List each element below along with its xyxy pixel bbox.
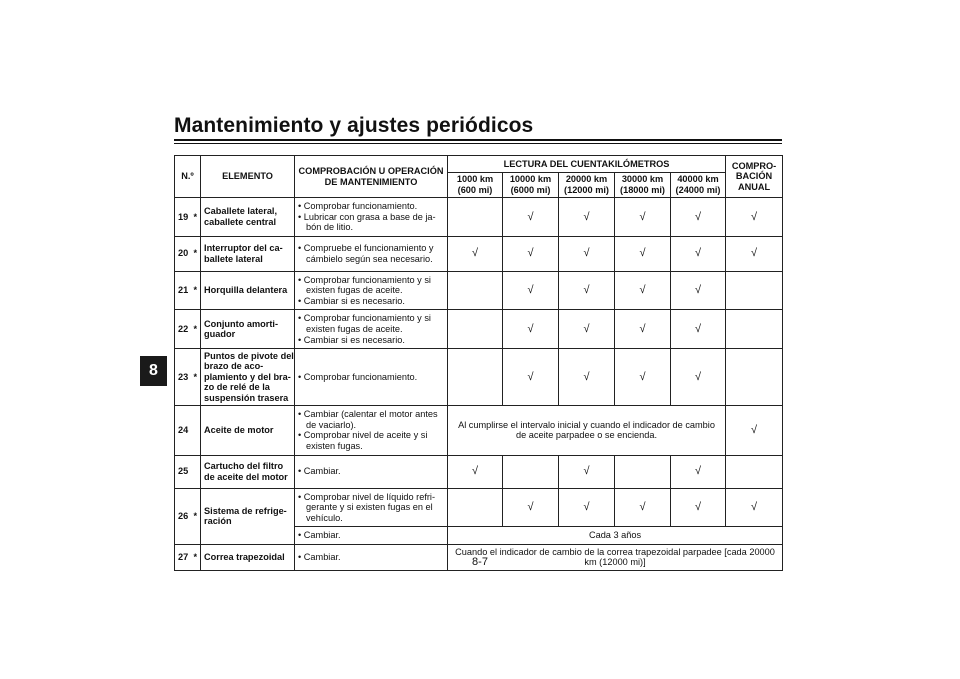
row-star: * (191, 349, 201, 406)
table-row (175, 488, 783, 527)
odo-mi: (18000 mi) (620, 185, 665, 195)
row-item: Caballete lateral, caballete central (201, 198, 295, 237)
table-row (175, 236, 783, 271)
row-operations (295, 488, 448, 527)
empty-cell (503, 455, 559, 488)
check-mark: √ (503, 310, 559, 349)
operation-text: • Cambiar. (298, 530, 445, 541)
page-title: Mantenimiento y ajustes periódicos (174, 114, 534, 137)
row-operations (295, 349, 448, 406)
odo-km: 10000 km (509, 174, 552, 185)
title-rule-thin (174, 143, 782, 144)
row-star: * (191, 271, 201, 310)
operation-text: • Comprobar nivel de líquido refri-gerante y si existen fugas en el vehículo. (298, 492, 445, 524)
operation-text: • Comprobar funcionamiento y si existen fugas de aceite. (298, 313, 445, 334)
empty-cell (448, 488, 503, 527)
row-number: 24 (175, 406, 191, 455)
check-mark: √ (503, 488, 559, 527)
check-mark: √ (559, 198, 615, 237)
row-star: * (191, 544, 201, 570)
operation-text: • Comprobar funcionamiento y si existen fugas de aceite. (298, 275, 445, 296)
row-number: 21 (175, 271, 191, 310)
check-mark: √ (726, 406, 783, 455)
header-odo-col (559, 173, 615, 198)
row-item: Conjunto amorti-guador (201, 310, 295, 349)
row-number: 25 (175, 455, 191, 488)
empty-cell (448, 349, 503, 406)
header-annual: COMPRO-BACIÓN ANUAL (726, 156, 783, 198)
check-mark: √ (671, 198, 726, 237)
row-star: * (191, 488, 201, 544)
header-odo-col (448, 173, 503, 198)
page-number: 8-7 (472, 556, 488, 568)
row-operations (295, 236, 448, 271)
check-mark: √ (671, 236, 726, 271)
check-mark: √ (615, 488, 671, 527)
operation-text: • Comprobar funcionamiento. (298, 201, 445, 212)
row-star: * (191, 236, 201, 271)
interval-note: Al cumplirse el intervalo inicial y cuando el indicador de cambio de aceite parpadee o se encienda. (448, 406, 726, 455)
header-num: N.º (175, 156, 201, 198)
row-star (191, 455, 201, 488)
check-mark: √ (671, 455, 726, 488)
table-row (175, 310, 783, 349)
check-mark: √ (559, 310, 615, 349)
header-item: ELEMENTO (201, 156, 295, 198)
empty-cell (726, 349, 783, 406)
check-mark: √ (503, 271, 559, 310)
header-odo-col (615, 173, 671, 198)
row-operations (295, 455, 448, 488)
table-row (175, 198, 783, 237)
odo-km: 20000 km (565, 174, 608, 185)
operation-text: • Compruebe el funcionamiento y cámbielo según sea necesario. (298, 243, 445, 264)
empty-cell (448, 271, 503, 310)
row-operations (295, 406, 448, 455)
operation-text: • Cambiar. (298, 466, 445, 477)
row-item: Horquilla delantera (201, 271, 295, 310)
row-item: Cartucho del filtro de aceite del motor (201, 455, 295, 488)
check-mark: √ (503, 198, 559, 237)
row-item: Aceite de motor (201, 406, 295, 455)
check-mark: √ (671, 310, 726, 349)
check-mark: √ (448, 236, 503, 271)
row-item: Correa trapezoidal (201, 544, 295, 570)
table-row (175, 349, 783, 406)
odo-km: 30000 km (621, 174, 664, 185)
check-mark: √ (559, 271, 615, 310)
row-number: 22 (175, 310, 191, 349)
odo-mi: (24000 mi) (675, 185, 721, 195)
check-mark: √ (615, 236, 671, 271)
odo-mi: (600 mi) (457, 185, 493, 195)
title-rule (174, 139, 782, 141)
maintenance-table (174, 155, 783, 571)
empty-cell (726, 271, 783, 310)
check-mark: √ (615, 271, 671, 310)
row-item: Puntos de pivote del brazo de aco-plamiento y del bra-zo de relé de la suspensión trasera (201, 349, 295, 406)
check-mark: √ (726, 236, 783, 271)
section-tab: 8 (140, 356, 167, 386)
check-mark: √ (503, 349, 559, 406)
row-operations (295, 527, 448, 545)
table-row (175, 271, 783, 310)
operation-text: • Cambiar. (298, 552, 445, 563)
row-item: Interruptor del ca-ballete lateral (201, 236, 295, 271)
row-star: * (191, 310, 201, 349)
table-row (175, 455, 783, 488)
interval-note: Cuando el indicador de cambio de la correa trapezoidal parpadee [cada 20000 km (12000 mi)] (448, 544, 783, 570)
check-mark: √ (559, 488, 615, 527)
check-mark: √ (726, 488, 783, 527)
header-odo-col (503, 173, 559, 198)
empty-cell (726, 455, 783, 488)
check-mark: √ (726, 198, 783, 237)
empty-cell (726, 310, 783, 349)
check-mark: √ (559, 349, 615, 406)
row-operations (295, 310, 448, 349)
empty-cell (448, 198, 503, 237)
row-star: * (191, 198, 201, 237)
row-number: 27 (175, 544, 191, 570)
empty-cell (448, 310, 503, 349)
operation-text: • Cambiar (calentar el motor antes de vaciarlo). (298, 409, 445, 430)
interval-note: Cada 3 años (448, 527, 783, 545)
check-mark: √ (671, 488, 726, 527)
check-mark: √ (615, 198, 671, 237)
odo-mi: (12000 mi) (564, 185, 609, 195)
header-odometer: LECTURA DEL CUENTAKILÓMETROS (448, 156, 726, 173)
row-operations (295, 198, 448, 237)
check-mark: √ (448, 455, 503, 488)
operation-text: • Cambiar si es necesario. (298, 296, 445, 307)
row-operations (295, 271, 448, 310)
check-mark: √ (615, 349, 671, 406)
row-number: 20 (175, 236, 191, 271)
check-mark: √ (671, 349, 726, 406)
operation-text: • Lubricar con grasa a base de ja-bón de litio. (298, 212, 445, 233)
empty-cell (615, 455, 671, 488)
operation-text: • Comprobar funcionamiento. (298, 372, 445, 383)
check-mark: √ (503, 236, 559, 271)
check-mark: √ (559, 455, 615, 488)
row-number: 26 (175, 488, 191, 544)
odo-km: 1000 km (456, 174, 494, 185)
check-mark: √ (559, 236, 615, 271)
header-check: COMPROBACIÓN U OPERACIÓN DE MANTENIMIENTO (295, 156, 448, 198)
check-mark: √ (615, 310, 671, 349)
row-number: 19 (175, 198, 191, 237)
odo-mi: (6000 mi) (510, 185, 551, 195)
check-mark: √ (671, 271, 726, 310)
row-star (191, 406, 201, 455)
operation-text: • Cambiar si es necesario. (298, 335, 445, 346)
row-number: 23 (175, 349, 191, 406)
row-item: Sistema de refrige-ración (201, 488, 295, 544)
odo-km: 40000 km (677, 174, 719, 185)
header-odo-col (671, 173, 726, 198)
table-row (175, 406, 783, 455)
operation-text: • Comprobar nivel de aceite y si existen fugas. (298, 430, 445, 451)
